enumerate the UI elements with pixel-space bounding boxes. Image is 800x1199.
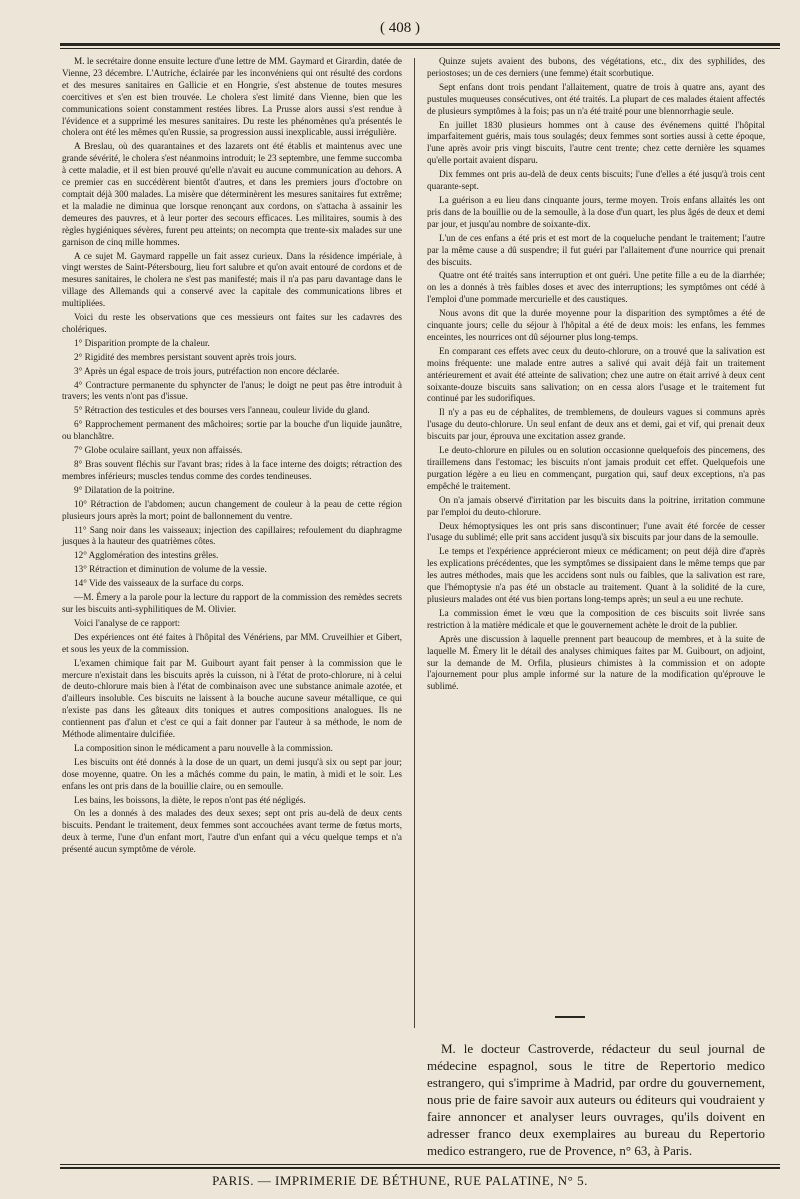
notice-text: M. le docteur Castroverde, rédacteur du seul journal de médecine espagnol, sous le titre de Repertorio medico estrangero, qui s'imprime à Madrid, par ordre du gouvernement, nous prie de faire savoir aux auteurs ou éditeurs qui voudraient y faire annoncer et analyser leurs ouvrages, qu'ils doivent en adresser franco deux exemplaires au bureau du Repertorio medico estrangero, rue de Provence, n° 63, à Paris. [427, 1041, 765, 1158]
paragraph: Quinze sujets avaient des bubons, des végétations, etc., dix des syphilides, des periostoses; un de ces derniers (une femme) était scorbutique. [427, 56, 765, 78]
right-column [427, 56, 765, 695]
left-column [62, 56, 402, 858]
paragraph: Le deuto-chlorure en pilules ou en solution occasionne quelquefois des pincemens, des tiraillemens dans l'estomac; les biscuits n'ont jamais produit cet effet. Quelquefois une purgation légère a eu lieu en commençant, purgation qui, sauf deux exceptions, n'a pas empêché le traitement. [427, 445, 765, 491]
paragraph: Le temps et l'expérience apprécieront mieux ce médicament; on peut déjà dire d'après les explications précédentes, que les symptômes se dissipaient dans le même temps que par les autres méthodes, mais que les accidens sont nuls ou faibles, que la salivation est rare, que l'hémoptysie n'a pas été un obstacle au traitement. Quant à la solidité de la cure, plusieurs malades ont été vus bien portans long-temps après; un seul a eu une rechute. [427, 546, 765, 604]
journal-notice [427, 1040, 765, 1159]
paragraph: La composition sinon le médicament a paru nouvelle à la commission. [74, 742, 333, 753]
paragraph: Nous avons dit que la durée moyenne pour la disparition des symptômes a été de cinquante jours; celle du séjour à l'hôpital a été de deux mois: les enfans, les femmes enceintes, les nourrices ont dû séjourner plus long-temps. [427, 308, 765, 342]
paragraph: 5° Rétraction des testicules et des bourses vers l'anneau, couleur livide du gland. [74, 405, 370, 416]
paragraph: 2° Rigidité des membres persistant souvent après trois jours. [74, 351, 297, 362]
paragraph: 4° Contracture permanente du sphyncter de l'anus; le doigt ne peut pas être introduit à travers; les vents n'ont pas d'issue. [62, 379, 402, 402]
paragraph: 13° Rétraction et diminution de volume de la vessie. [74, 564, 267, 575]
paragraph: M. le secrétaire donne ensuite lecture d'une lettre de MM. Gaymard et Girardin, datée de Vienne, 23 décembre. L'Autriche, éclairée par les inconvéniens qui ont résulté des cordons et des mesures sanitaires en Gallicie et en Hongrie, s'est abstenue de toutes mesures coercitives et s'en est bien trouvée. Le cholera s'est limité dans Vienne, bien que les communications soient constamment restées libres. La Prusse alors aussi s'est rendue à l'évidence et a supprimé les mesures sanitaires. Du reste les phénomènes qu'a présentés le cholera ont été les mêmes qu'en Russie, sa progression aussi inexplicable, aussi irrégulière. [62, 56, 402, 138]
paragraph: On n'a jamais observé d'irritation par les biscuits dans la poitrine, irritation commune par l'emploi du deuto-chlorure. [427, 494, 765, 517]
paragraph: Sept enfans dont trois pendant l'allaitement, quatre de trois à quatre ans, ayant des pustules muqueuses consécutives, ont été traités. La plupart de ces malades étaient affectés de plusieurs symptômes à la fois; pas un n'a été traité pour une blennorrhagie seule. [427, 81, 765, 116]
paragraph: Voici du reste les observations que ces messieurs ont faites sur les cadavres des cholériques. [62, 312, 402, 334]
paragraph: A Breslau, où des quarantaines et des lazarets ont été établis et maintenus avec une grande sévérité, le cholera s'est néanmoins introduit; le 23 septembre, une femme succomba à cette maladie, et il est bien prouvé qu'elle n'avait eu aucune communication au dehors. A ce premier cas en succédèrent bientôt d'autres, et dans les premiers jours d'octobre on comptait déjà 300 malades. La misère que déterminèrent les mesures sanitaires fut extrême; et la maladie ne diminua que lorsque renonçant aux cordons, on s'attacha à assainir les demeures des pauvres, et à leur porter des secours efficaces. Les militaires, soumis à des règles hygiéniques sévères, furent peu atteints; on necompta que trente-six malades sur une garnison de cinq mille hommes. [62, 141, 402, 247]
paragraph: 6° Rapprochement permanent des mâchoires; sortie par la bouche d'un liquide jaunâtre, ou blanchâtre. [62, 419, 402, 442]
column-divider [414, 58, 415, 1028]
paragraph: Des expériences ont été faites à l'hôpital des Vénériens, par MM. Cruveilhier et Gibert, et sous les yeux de la commission. [62, 631, 402, 654]
section-separator [555, 1016, 585, 1018]
paragraph: La commission émet le vœu que la composition de ces biscuits soit livrée sans restriction à la matière médicale et que le gouvernement achète le droit de la publier. [427, 607, 765, 630]
paragraph: L'examen chimique fait par M. Guibourt ayant fait penser à la commission que le mercure n'existait dans les biscuits après la cuisson, ni à l'état de proto-chlorure, ni à celui de deuto-chlorure mais bien à l'état de combinaison avec une substance animale azotée, et d'ailleurs insoluble. Ces biscuits ne laissent à la bouche aucune saveur métallique, ce qui n'existe pas dans les gâteaux dits toniques et autres compositions analogues. Ils ne contiennent pas d'alun et c'est ce qui a fait donner par l'auteur à sa méthode, le nom de Méthode alimentaire dulcifiée. [62, 657, 402, 740]
paragraph: Voici l'analyse de ce rapport: [74, 617, 181, 628]
paragraph: On les a donnés à des malades des deux sexes; sept ont pris au-delà de deux cents biscuits. Pendant le traitement, deux femmes sont accouchées avant terme de fœtus morts, deux à terme, l'une d'un enfant mort, l'autre d'un enfant qui a vécu quelque temps et n'a présenté aucun symptôme de vérole. [62, 808, 402, 855]
paragraph: 3° Après un égal espace de trois jours, putréfaction non encore déclarée. [74, 365, 340, 376]
paragraph: 10° Rétraction de l'abdomen; aucun changement de couleur à la peau de cette région plusieurs jours après la mort; point de ballonnement du ventre. [62, 498, 402, 521]
paragraph: —M. Émery a la parole pour la lecture du rapport de la commission des remèdes secrets sur les biscuits anti-syphilitiques de M. Olivier. [62, 592, 402, 614]
header-rule-thin [60, 48, 780, 49]
paragraph: Les biscuits ont été donnés à la dose de un quart, un demi jusqu'à six ou sept par jour; dose moyenne, quatre. On les a mâchés comme du pain, le matin, à midi et le soir. Les enfans les ont pris dans de la bouillie claire, ou en semoulle. [62, 756, 402, 791]
paragraph: Deux hémoptysiques les ont pris sans discontinuer; l'une avait été forcée de cesser l'usage du sublimé; elle prit sans accident jusqu'à six biscuits par jour dans de la semoulle. [427, 520, 765, 543]
page-number: ( 408 ) [380, 20, 420, 36]
paragraph: Il n'y a pas eu de céphalites, de tremblemens, de douleurs vagues si communs après l'usage du deuto-chlorure. Un seul enfant de deux ans et demi, gai et vif, qui prenait deux biscuits par jour, éprouva une excitation assez grande. [427, 407, 765, 442]
paragraph: Dix femmes ont pris au-delà de deux cents biscuits; l'une d'elles a été jusqu'à trois cent quarante-sept. [427, 169, 765, 192]
paragraph: A ce sujet M. Gaymard rappelle un fait assez curieux. Dans la résidence impériale, à vingt werstes de Saint-Pétersbourg, lieu fort salubre et qu'on avait entouré de cordons et de mesures sanitaires, le cholera ne s'est pas manifesté; mais il n'a pas paru davantage dans le village des Allemands qui a conservé avec la capitale des communications libres et multipliées. [62, 250, 402, 309]
paragraph: 8° Bras souvent fléchis sur l'avant bras; rides à la face interne des doigts; rétraction des membres inférieurs; muscles tendus comme des cordes tendineuses. [62, 459, 402, 481]
paragraph: Quatre ont été traités sans interruption et ont guéri. Une petite fille a eu de la diarrhée; on les a donnés à très faibles doses et avec des interruptions; les symptômes ont cédé à l'emploi d'une pommade mercurielle et des caustiques. [427, 270, 765, 305]
paragraph: 12° Agglomération des intestins grêles. [74, 550, 219, 561]
paragraph: 9° Dilatation de la poitrine. [74, 484, 175, 495]
paragraph: En juillet 1830 plusieurs hommes ont à cause des événemens quitté l'hôpital imparfaitement guéris, mais tous soulagés; deux femmes sont sorties aussi à cette époque, l'une après avoir pris vingt biscuits, l'autre cent trente; chez cette dernière les squames qu'elle portait avaient disparu. [427, 119, 765, 166]
paragraph: 1° Disparition prompte de la chaleur. [74, 337, 210, 348]
paragraph: Les bains, les boissons, la diète, le repos n'ont pas été négligés. [74, 794, 306, 805]
paragraph: 14° Vide des vaisseaux de la surface du corps. [74, 578, 244, 589]
paragraph: 11° Sang noir dans les vaisseaux; injection des capillaires; refoulement du diaphragme jusques à la hauteur des quatrièmes côtes. [62, 524, 402, 547]
paragraph: Après une discussion à laquelle prennent part beaucoup de membres, et à la suite de laquelle M. Émery lit le détail des analyses chimiques faites par M. Guibourt, on adjoint, sur la demande de M. Orfila, plusieurs chimistes à la commission et on adopte l'ajournement pour plus ample informé sur la nature de la modification qu'éprouve le sublimé. [427, 633, 765, 692]
printer-imprint: PARIS. — IMPRIMERIE DE BÉTHUNE, RUE PALATINE, N° 5. [212, 1173, 588, 1188]
paragraph: En comparant ces effets avec ceux du deuto-chlorure, on a trouvé que la salivation est moins fréquente: une malade entre autres a salivé qui avait déjà fait un traitement antérieurement et avait été atteinte de salivation; chez une autre on était arrivé à deux cent soixante-douze biscuits sans salivation; on en cessa alors l'usage et le traitement fut continué par les sudorifiques. [427, 345, 765, 404]
paragraph: L'un de ces enfans a été pris et est mort de la coqueluche pendant le traitement; l'autre par la même cause a dû suspendre; il fut guéri par l'allaitement d'une nourrice qui prenait des biscuits. [427, 232, 765, 267]
footer-rule [60, 1164, 780, 1165]
paragraph: La guérison a eu lieu dans cinquante jours, terme moyen. Trois enfans allaités les ont pris dans de la bouillie ou de la semoulle, à la dose d'un quart, les plus âgés de deux et demi par jour, et jusqu'au nombre de soixante-dix. [427, 194, 765, 229]
paragraph: 7° Globe oculaire saillant, yeux non affaissés. [74, 445, 243, 456]
footer-rule-thick [60, 1167, 780, 1169]
header-rule [60, 43, 780, 46]
